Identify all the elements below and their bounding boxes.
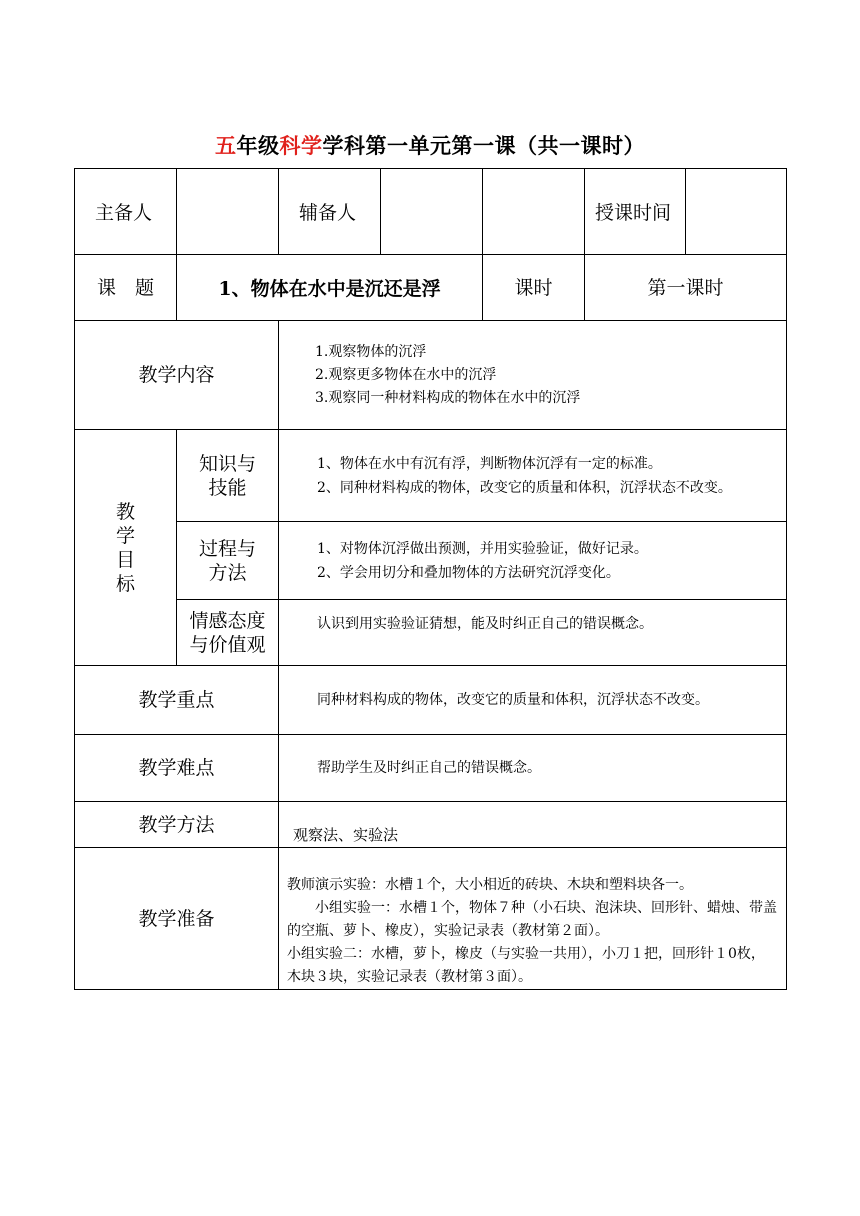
key-point-row bbox=[75, 666, 787, 735]
topic-value: 1、物体在水中是沉还是浮 bbox=[177, 255, 483, 321]
process-item: 2、学会用切分和叠加物体的方法研究沉浮变化。 bbox=[317, 564, 620, 581]
preparation-line: 小组实验二：水槽，萝卜，橡皮（与实验一共用），小刀１把，回形针１0枚，木块３块，实验记录表（教材第３面）。 bbox=[287, 946, 765, 985]
difficulty-label: 教学难点 bbox=[75, 735, 279, 802]
preparation-row bbox=[75, 848, 787, 990]
main-preparer-value bbox=[177, 169, 279, 255]
process-method-label: 过程与 方法 bbox=[177, 522, 279, 600]
emotion-values-text: 认识到用实验验证猜想，能及时纠正自己的错误概念。 bbox=[279, 600, 787, 666]
goal-process-row bbox=[75, 522, 787, 600]
title-subject: 科学 bbox=[279, 133, 323, 158]
goal-knowledge-row bbox=[75, 430, 787, 522]
difficulty-text: 帮助学生及时纠正自己的错误概念。 bbox=[279, 735, 787, 802]
title-grade-suffix: 年级 bbox=[236, 133, 280, 158]
process-method-items bbox=[279, 522, 787, 600]
content-item: 3.观察同一种材料构成的物体在水中的沉浮 bbox=[315, 389, 581, 406]
class-time-value bbox=[686, 169, 787, 255]
method-label: 教学方法 bbox=[75, 802, 279, 848]
goal-emotion-row bbox=[75, 600, 787, 666]
method-row bbox=[75, 802, 787, 848]
hours-label: 课时 bbox=[483, 255, 585, 321]
page-title bbox=[0, 130, 860, 160]
assistant-preparer-label: 辅备人 bbox=[279, 169, 381, 255]
assistant-preparer-value-extra bbox=[483, 169, 585, 255]
knowledge-skill-label: 知识与 技能 bbox=[177, 430, 279, 522]
topic-row bbox=[75, 255, 787, 321]
content-label: 教学内容 bbox=[75, 321, 279, 430]
title-rest: 学科第一单元第一课（共一课时） bbox=[322, 133, 645, 158]
content-item: 1.观察物体的沉浮 bbox=[315, 343, 427, 360]
main-preparer-label: 主备人 bbox=[75, 169, 177, 255]
knowledge-item: 2、同种材料构成的物体，改变它的质量和体积，沉浮状态不改变。 bbox=[317, 479, 732, 496]
key-point-text: 同种材料构成的物体，改变它的质量和体积，沉浮状态不改变。 bbox=[279, 666, 787, 735]
content-items bbox=[279, 321, 787, 430]
difficulty-row bbox=[75, 735, 787, 802]
lesson-plan-table bbox=[74, 168, 787, 990]
knowledge-item: 1、物体在水中有沉有浮，判断物体沉浮有一定的标准。 bbox=[317, 455, 662, 472]
content-row bbox=[75, 321, 787, 430]
emotion-values-label: 情感态度 与价值观 bbox=[177, 600, 279, 666]
topic-label: 课 题 bbox=[75, 255, 177, 321]
preparation-line: 教师演示实验：水槽１个，大小相近的砖块、木块和塑料块各一。 bbox=[287, 877, 693, 893]
assistant-preparer-value bbox=[381, 169, 483, 255]
class-time-label: 授课时间 bbox=[585, 169, 686, 255]
method-text: 观察法、实验法 bbox=[279, 802, 787, 848]
key-point-label: 教学重点 bbox=[75, 666, 279, 735]
content-item: 2.观察更多物体在水中的沉浮 bbox=[315, 366, 497, 383]
preparation-label: 教学准备 bbox=[75, 848, 279, 990]
preparation-line: 小组实验一：水槽１个，物体７种（小石块、泡沫块、回形针、蜡烛、带盖的空瓶、萝卜、橡皮），实验记录表（教材第２面）。 bbox=[287, 900, 777, 939]
goals-label: 教 学 目 标 bbox=[75, 430, 177, 666]
preparation-text bbox=[279, 848, 787, 990]
knowledge-skill-items bbox=[279, 430, 787, 522]
preparers-row bbox=[75, 169, 787, 255]
title-grade-number: 五 bbox=[215, 133, 237, 158]
hours-value: 第一课时 bbox=[585, 255, 787, 321]
process-item: 1、对物体沉浮做出预测，并用实验验证，做好记录。 bbox=[317, 540, 648, 557]
